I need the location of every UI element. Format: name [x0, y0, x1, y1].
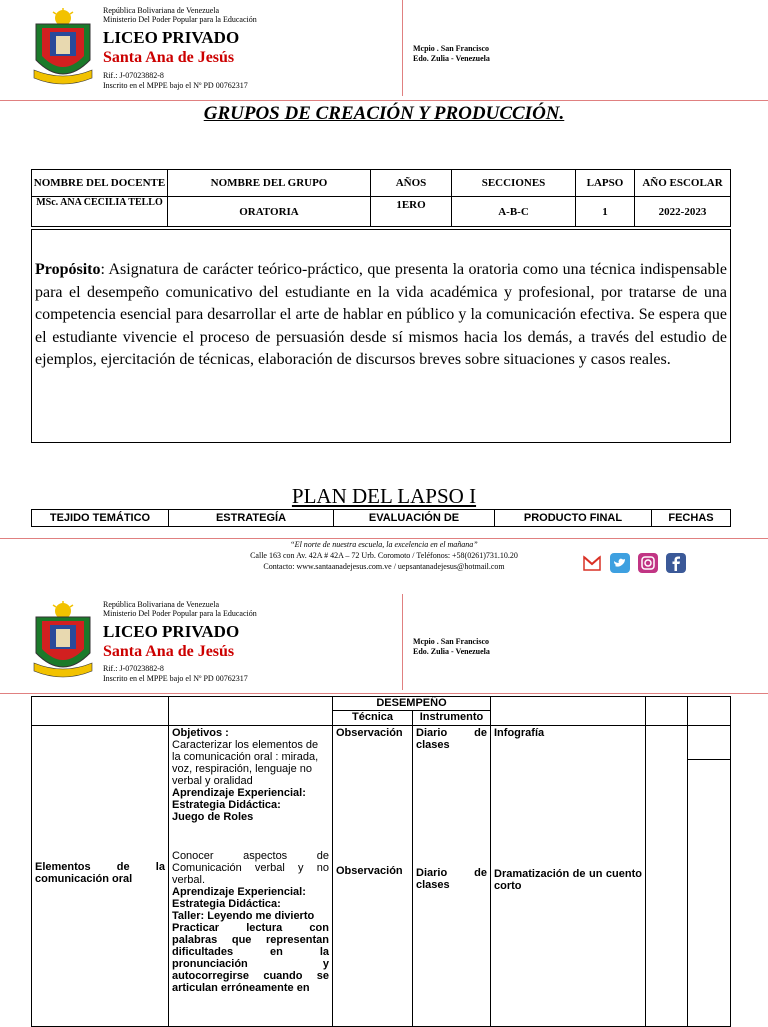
plan-col-producto: PRODUCTO FINAL [495, 510, 652, 527]
practicar-text: Practicar lectura con palabras que representan dificultades en la pronunciación y autocorregirse cuando se articulan erróneamente en [172, 922, 329, 994]
divider-horizontal [0, 693, 768, 694]
perf-blank-cell-2 [688, 726, 731, 1027]
cell-secciones: A-B-C [452, 197, 576, 227]
performance-table [31, 696, 731, 1027]
perf-topic-cell [32, 726, 169, 1027]
plan-title: PLAN DEL LAPSO I [291, 484, 477, 508]
perf-tecnica-cell [333, 726, 413, 1027]
footer-divider [0, 538, 768, 539]
header-estado: Edo. Zulia - Venezuela [413, 647, 490, 656]
page-title: GRUPOS DE CREACIÓN Y PRODUCCIÓN. [203, 103, 565, 124]
divider-vertical [402, 0, 403, 96]
school-subname: Santa Ana de Jesús [103, 643, 235, 660]
gmail-icon[interactable] [582, 553, 602, 573]
juego-roles: Juego de Roles [172, 811, 254, 823]
perf-header-tecnica: Técnica [333, 711, 413, 726]
footer-address: Calle 163 con Av. 42A # 42A – 72 Urb. Coromoto / Teléfonos: +58(0261)731.10.20 [250, 551, 518, 560]
perf-instrumento-cell [413, 726, 491, 1027]
cell-anos: 1ERO [371, 197, 452, 227]
col-grupo: NOMBRE DEL GRUPO [168, 170, 371, 197]
col-lapso: LAPSO [576, 170, 635, 197]
header-rif: Rif.: J-07023882-8 [103, 664, 164, 673]
info-table [31, 169, 731, 227]
instagram-icon[interactable] [638, 553, 658, 573]
plan-table [31, 509, 731, 527]
perf-blank-cell-1 [646, 726, 688, 1027]
perf-header-desempeno: DESEMPEÑO [333, 697, 491, 711]
school-crest-icon [32, 601, 94, 685]
plan-col-tejido: TEJIDO TEMÁTICO [32, 510, 169, 527]
perf-header-blank-1 [32, 697, 169, 726]
perf-header-instrumento: Instrumento [413, 711, 491, 726]
perf-topic: Elementos de la comunicación oral [35, 861, 165, 885]
obj-label: Objetivos : [172, 727, 229, 739]
purpose-label: Propósito [35, 261, 101, 278]
conocer-text: Conocer aspectos de Comunicación verbal y no verbal. [172, 850, 329, 886]
aprendizaje-1: Aprendizaje Experiencial: [172, 787, 306, 799]
header-inscrito: Inscrito en el MPPE bajo el Nº PD 00762317 [103, 674, 248, 683]
divider-horizontal [0, 100, 768, 101]
school-name: LICEO PRIVADO [103, 28, 240, 47]
header-inscrito: Inscrito en el MPPE bajo el Nº PD 00762317 [103, 81, 248, 90]
plan-col-evaluacion: EVALUACIÓN DE [334, 510, 495, 527]
perf-header-blank-4 [646, 697, 688, 726]
instrumento-1: Diario de clases [416, 727, 487, 751]
header-ministry: Ministerio Del Poder Popular para la Educación [103, 15, 257, 24]
cell-grupo: ORATORIA [168, 197, 371, 227]
school-subname: Santa Ana de Jesús [103, 49, 235, 66]
cell-lapso: 1 [576, 197, 635, 227]
perf-strategy-content [169, 726, 332, 995]
cell-docente: MSc. ANA CECILIA TELLO [32, 197, 168, 227]
cell-ano-escolar: 2022-2023 [635, 197, 731, 227]
aprendizaje-2: Aprendizaje Experiencial: [172, 886, 306, 898]
col-ano-escolar: AÑO ESCOLAR [635, 170, 731, 197]
school-name: LICEO PRIVADO [103, 622, 240, 641]
producto-1: Infografía [494, 727, 545, 739]
purpose-text: : Asignatura de carácter teórico-práctico, que presenta la oratoria como una técnica indispensable para el desempeño comunicativo del estudiante en la vida académica y profesional, por tratarse de una competencia esencial para desarrollar el arte de hablar en público y la comunicación efectiva. Se espera que el estudiante vivencie el proceso de persuasión desde sí mismos hacia los demás, a través del estudio de ejemplos, ejercitación de técnicas, elaboración de discursos breves sobre situaciones y casos reales. [35, 261, 727, 368]
header-estado: Edo. Zulia - Venezuela [413, 54, 490, 63]
plan-col-fechas: FECHAS [652, 510, 731, 527]
facebook-icon[interactable] [666, 553, 686, 573]
header-republic: República Bolivariana de Venezuela [103, 6, 220, 15]
taller-text: Taller: Leyendo me divierto [172, 910, 315, 922]
perf-header-blank-2 [169, 697, 333, 726]
producto-2: Dramatización de un cuento corto [494, 868, 642, 892]
estrategia-2: Estrategia Didáctica: [172, 898, 281, 910]
tecnica-1: Observación [336, 727, 403, 739]
header-rif: Rif.: J-07023882-8 [103, 71, 164, 80]
col-anos: AÑOS [371, 170, 452, 197]
instrumento-2: Diario de clases [416, 867, 487, 891]
header-republic: República Bolivariana de Venezuela [103, 600, 220, 609]
twitter-icon[interactable] [610, 553, 630, 573]
obj-text: Caracterizar los elementos de la comunicación oral : mirada, voz, respiración, lenguaje no verbal y oralidad [172, 739, 319, 787]
purpose-box [31, 229, 731, 443]
header-municipio: Mcpio . San Francisco [413, 637, 489, 646]
school-crest-icon [32, 8, 94, 92]
header-municipio: Mcpio . San Francisco [413, 44, 489, 53]
perf-strategy-cell [169, 726, 333, 1027]
tecnica-2: Observación [336, 865, 403, 877]
col-docente: NOMBRE DEL DOCENTE [32, 170, 168, 197]
perf-producto-cell [491, 726, 646, 1027]
header-ministry: Ministerio Del Poder Popular para la Educación [103, 609, 257, 618]
estrategia-1: Estrategia Didáctica: [172, 799, 281, 811]
divider-vertical [402, 594, 403, 690]
perf-header-blank-5 [688, 697, 731, 726]
footer-contact: Contacto: www.santaanadejesus.com.ve / uepsantanadejesus@hotmail.com [263, 562, 505, 571]
plan-col-estrategia: ESTRATEGÍA [169, 510, 334, 527]
footer-motto: “El norte de nuestra escuela, la excelencia en el mañana” [290, 540, 478, 549]
perf-header-blank-3 [491, 697, 646, 726]
col-secciones: SECCIONES [452, 170, 576, 197]
